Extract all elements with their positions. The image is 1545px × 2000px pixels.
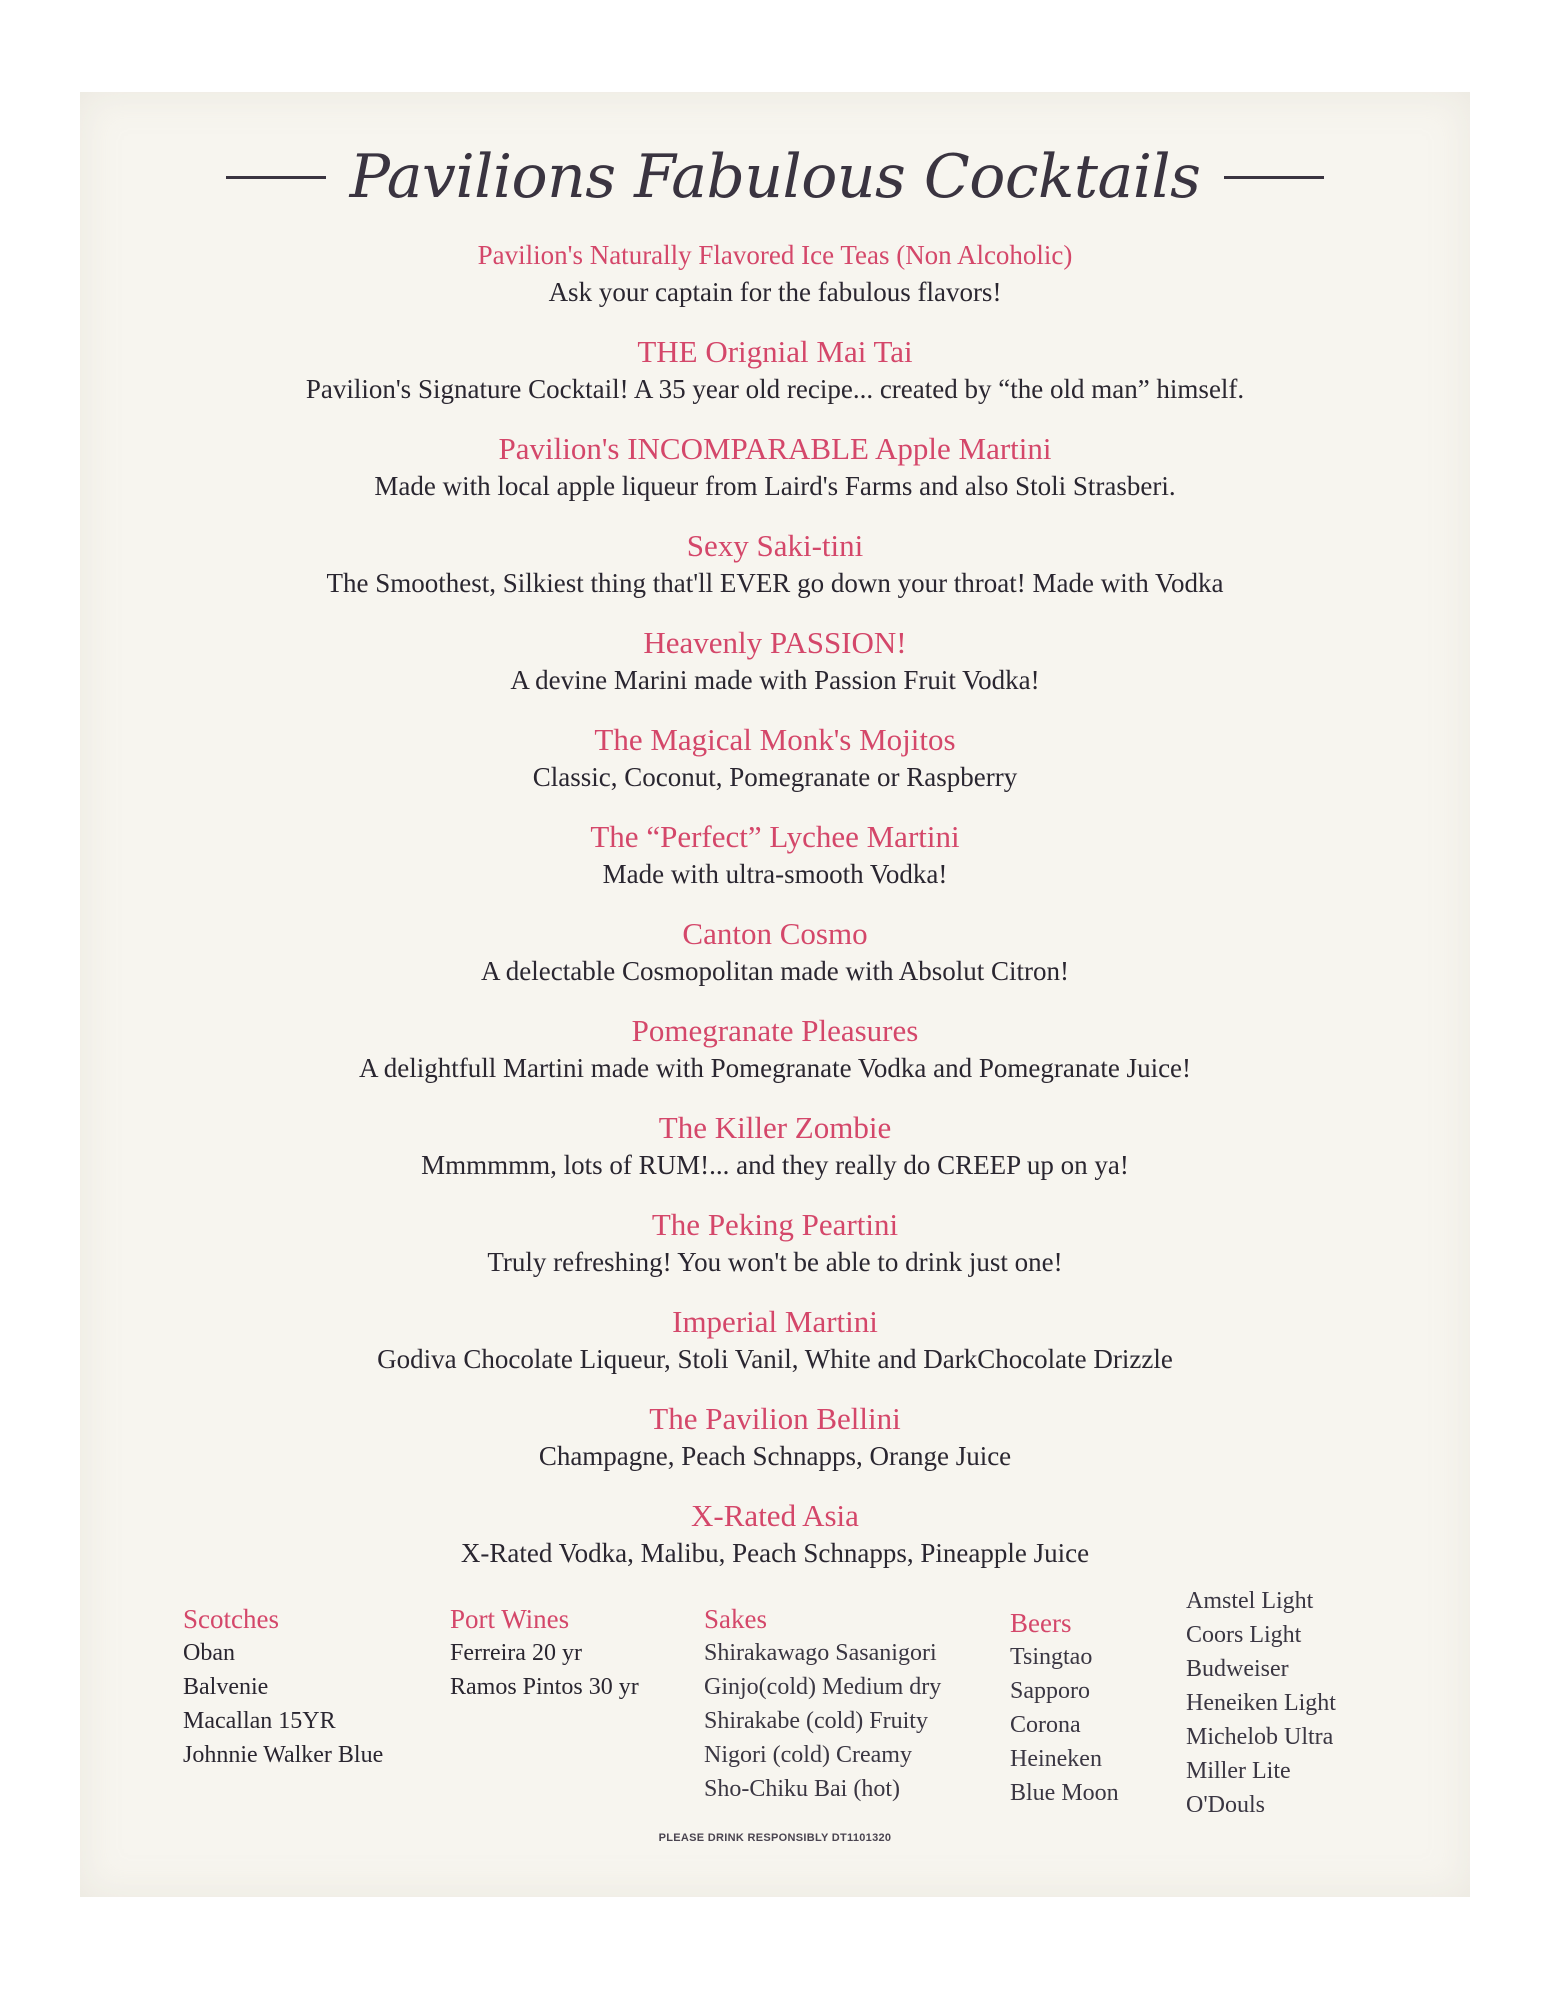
cocktail-description: Ask your captain for the fabulous flavors! (548, 277, 1002, 307)
cocktail-item (80, 1109, 1470, 1206)
cocktail-name: The Killer Zombie (658, 1110, 892, 1145)
cocktail-description: Truly refreshing! You won't be able to drink just one! (487, 1247, 1063, 1277)
cocktail-description: Pavilion's Signature Cocktail! A 35 year old recipe... created by “the old man” himself. (305, 374, 1245, 404)
cocktail-description: Mmmmmm, lots of RUM!... and they really do CREEP up on ya! (421, 1150, 1129, 1180)
cocktail-item (80, 1012, 1470, 1109)
cocktail-description: Champagne, Peach Schnapps, Orange Juice (538, 1441, 1012, 1471)
port-wine-item: Ferreira 20 yr (450, 1640, 582, 1666)
title-row (80, 132, 1470, 222)
light-beer-item: Amstel Light (1186, 1588, 1314, 1614)
cocktail-item (80, 1497, 1470, 1594)
cocktail-name: Pavilion's INCOMPARABLE Apple Martini (498, 431, 1052, 466)
beers-column (1010, 1606, 1119, 1810)
light-beer-item: Miller Lite (1186, 1758, 1291, 1784)
scotch-item: Macallan 15YR (183, 1708, 336, 1734)
cocktail-name: The Pavilion Bellini (649, 1401, 901, 1436)
cocktail-name: X-Rated Asia (691, 1498, 859, 1533)
cocktail-item (80, 236, 1470, 333)
cocktail-name: Pomegranate Pleasures (631, 1013, 919, 1048)
beers-heading: Beers (1010, 1608, 1072, 1638)
cocktail-item (80, 1303, 1470, 1400)
cocktail-item (80, 527, 1470, 624)
light-beer-item: Coors Light (1186, 1622, 1302, 1648)
title-rule-left (226, 176, 326, 179)
cocktail-name: The Peking Peartini (651, 1207, 899, 1242)
cocktail-item (80, 624, 1470, 721)
cocktail-description: Made with local apple liqueur from Laird's Farms and also Stoli Strasberi. (374, 471, 1176, 501)
cocktail-description: A devine Marini made with Passion Fruit Vodka! (510, 665, 1040, 695)
cocktail-description: Classic, Coconut, Pomegranate or Raspberry (532, 762, 1018, 792)
beer-item: Corona (1010, 1712, 1081, 1738)
beer-item: Blue Moon (1010, 1780, 1119, 1806)
light-beer-item: Heneiken Light (1186, 1690, 1336, 1716)
port-wines-column (450, 1602, 639, 1704)
sakes-column (704, 1602, 941, 1806)
sake-item: Shirakabe (cold) Fruity (704, 1708, 928, 1734)
cocktail-description: The Smoothest, Silkiest thing that'll EVER go down your throat! Made with Vodka (326, 568, 1224, 598)
cocktail-name: Canton Cosmo (682, 916, 868, 951)
beer-item: Heineken (1010, 1746, 1102, 1772)
cocktail-name: Imperial Martini (672, 1304, 878, 1339)
cocktail-item (80, 430, 1470, 527)
beer-item: Tsingtao (1010, 1644, 1093, 1670)
drink-lists (80, 1588, 1470, 1844)
cocktail-list (80, 236, 1470, 1594)
menu-title: Pavilions Fabulous Cocktails (349, 142, 1201, 212)
cocktail-description: X-Rated Vodka, Malibu, Peach Schnapps, Pineapple Juice (460, 1538, 1090, 1568)
beer-item: Sapporo (1010, 1678, 1090, 1704)
cocktail-name: Heavenly PASSION! (643, 625, 907, 660)
cocktail-item (80, 915, 1470, 1012)
scotch-item: Oban (183, 1640, 235, 1666)
cocktail-item (80, 721, 1470, 818)
scotches-column (183, 1602, 383, 1772)
cocktail-item (80, 333, 1470, 430)
port-wine-item: Ramos Pintos 30 yr (450, 1674, 639, 1700)
cocktail-name: Pavilion's Naturally Flavored Ice Teas (Non Alcoholic) (477, 240, 1073, 270)
cocktail-item (80, 818, 1470, 915)
sake-item: Nigori (cold) Creamy (704, 1742, 912, 1768)
menu-sheet (80, 92, 1470, 1897)
light-beers-column (1186, 1584, 1336, 1822)
light-beer-item: Budweiser (1186, 1656, 1289, 1682)
cocktail-name: Sexy Saki-tini (686, 528, 864, 563)
light-beer-item: O'Douls (1186, 1792, 1265, 1818)
footer-notice: PLEASE DRINK RESPONSIBLY DT1101320 (658, 1832, 892, 1844)
light-beer-item: Michelob Ultra (1186, 1724, 1334, 1750)
cocktail-name: THE Orignial Mai Tai (637, 334, 913, 369)
cocktail-description: A delectable Cosmopolitan made with Absolut Citron! (481, 956, 1069, 986)
sakes-heading: Sakes (704, 1604, 767, 1634)
cocktail-item (80, 1206, 1470, 1303)
port-wines-heading: Port Wines (450, 1604, 570, 1634)
cocktail-item (80, 1400, 1470, 1497)
scotch-item: Balvenie (183, 1674, 269, 1700)
scotches-heading: Scotches (183, 1604, 279, 1634)
title-rule-right (1224, 176, 1324, 179)
cocktail-name: The Magical Monk's Mojitos (594, 722, 956, 757)
cocktail-name: The “Perfect” Lychee Martini (590, 819, 960, 854)
cocktail-description: A delightfull Martini made with Pomegranate Vodka and Pomegranate Juice! (358, 1053, 1192, 1083)
sake-item: Ginjo(cold) Medium dry (704, 1674, 942, 1700)
cocktail-description: Made with ultra-smooth Vodka! (602, 859, 948, 889)
sake-item: Shirakawago Sasanigori (704, 1640, 937, 1666)
cocktail-description: Godiva Chocolate Liqueur, Stoli Vanil, White and DarkChocolate Drizzle (377, 1344, 1173, 1374)
scotch-item: Johnnie Walker Blue (183, 1742, 384, 1768)
sake-item: Sho-Chiku Bai (hot) (704, 1776, 900, 1802)
